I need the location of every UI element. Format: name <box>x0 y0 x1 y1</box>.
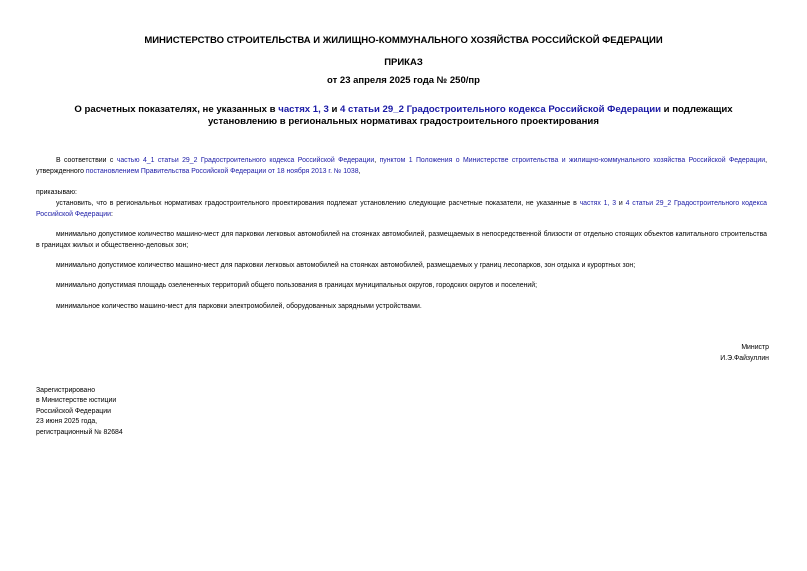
registration-line: регистрационный № 82684 <box>36 428 123 436</box>
order-word: приказываю: <box>36 189 77 196</box>
ministry-heading: МИНИСТЕРСТВО СТРОИТЕЛЬСТВА И ЖИЛИЩНО-КОММУНАЛЬНОГО ХОЗЯЙСТВА РОССИЙСКОЙ ФЕДЕРАЦИИ <box>144 35 663 46</box>
preamble-text-1: В соответствии с <box>56 157 117 164</box>
establish-link-article[interactable]: 4 статьи 29_2 Градостроительного кодекса Российской Федерации <box>36 200 767 218</box>
registration-line: Российской Федерации <box>36 407 111 415</box>
registration-line: в Министерстве юстиции <box>36 397 117 405</box>
establish-text-2: и <box>616 200 626 207</box>
registration-block <box>36 386 123 438</box>
preamble-paragraph <box>36 156 767 177</box>
establish-text-1: установить, что в региональных нормативах градостроительного проектирования подлежат установлению следующие расчетные показатели, не указанные в <box>56 200 580 207</box>
preamble-text-4: , <box>358 167 361 175</box>
preamble-link-article[interactable]: частью 4_1 статьи 29_2 Градостроительного кодекса Российской Федерации <box>116 157 375 164</box>
preamble-link-decree[interactable]: постановлением Правительства Российской Федерации от 18 ноября 2013 г. № 1038 <box>85 167 359 175</box>
registration-line: 23 июня 2025 года, <box>36 418 98 426</box>
signatory-name: И.Э.Файзуллин <box>720 354 769 362</box>
title-text-2: и <box>328 104 341 115</box>
preamble-text-3: , утвержденного <box>36 157 767 175</box>
establish-paragraph <box>36 199 767 220</box>
title-text-1: О расчетных показателях, не указанных в <box>74 104 279 115</box>
document-title <box>50 104 757 128</box>
list-item: минимально допустимая площадь озелененных территорий общего пользования в границах муниципальных округов, городских округов и поселений; <box>56 282 538 289</box>
document-type-heading: ПРИКАЗ <box>384 57 423 68</box>
signatory-position: Министр <box>741 344 769 351</box>
list-item: минимально допустимое количество машино-мест для парковки легковых автомобилей на стоянках автомобилей, размещаемых у границ лесопарков, зон отдыха и курортных зон; <box>56 262 636 269</box>
establish-text-3: : <box>110 210 113 218</box>
registration-line: Зарегистрировано <box>36 387 96 394</box>
signature-block <box>720 343 769 364</box>
establish-link-parts[interactable]: частях 1, 3 <box>579 200 617 207</box>
title-text-3: и подлежащих установлению в региональных нормативах градостроительного проектирования <box>208 104 733 127</box>
preamble-text-2: , <box>374 157 380 164</box>
preamble-link-regulation[interactable]: пунктом 1 Положения о Министерстве строительства и жилищно-коммунального хозяйства Российской Федерации <box>379 157 766 164</box>
document-date-number: от 23 апреля 2025 года № 250/пр <box>327 75 480 86</box>
title-link-article[interactable]: 4 статьи 29_2 Градостроительного кодекса Российской Федерации <box>340 104 661 115</box>
title-link-parts[interactable]: частях 1, 3 <box>278 104 329 115</box>
list-item: минимальное количество машино-мест для парковки электромобилей, оборудованных зарядными устройствами. <box>56 303 422 310</box>
list-item: минимально допустимое количество машино-мест для парковки легковых автомобилей на стоянках автомобилей, размещаемых в непосредственной близости от отдельно стоящих объектов капитального строительства в границах жилых и общественно-деловых зон; <box>36 231 767 249</box>
